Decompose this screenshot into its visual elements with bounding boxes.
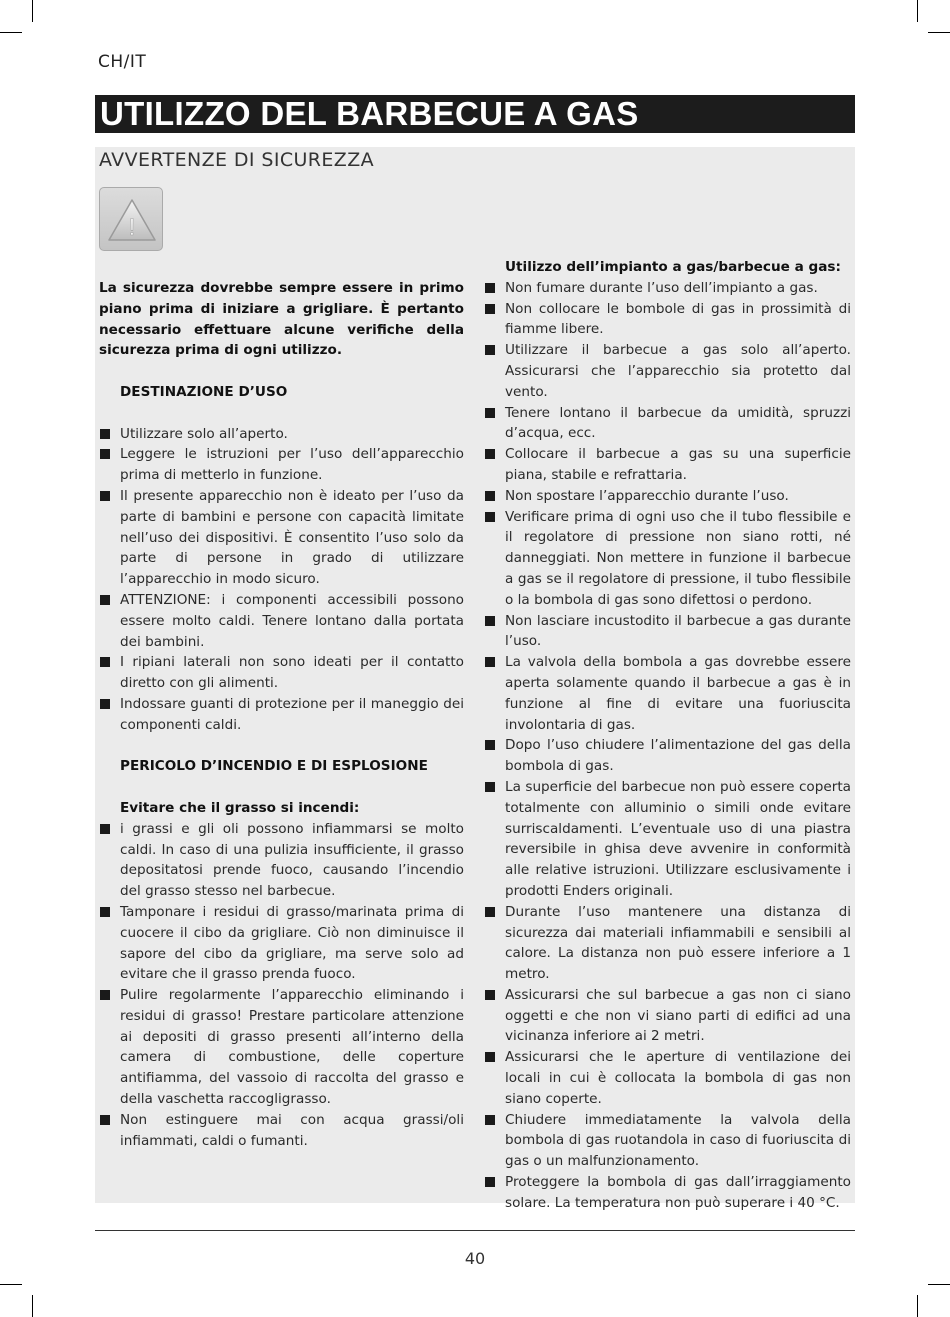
right-column xyxy=(484,257,851,1214)
crop-mark xyxy=(0,1284,22,1285)
intended-use-list xyxy=(99,424,464,736)
crop-mark xyxy=(928,32,950,33)
footer-divider xyxy=(95,1230,855,1231)
list-item: Durante l’uso mantenere una distanza di sicurezza dai materiali infiammabili e sensibili al calore. La distanza non può essere inferiore a 1 metro. xyxy=(484,902,851,985)
section-title: AVVERTENZE DI SICUREZZA xyxy=(99,149,375,171)
list-item: Utilizzare solo all’aperto. xyxy=(99,424,464,445)
list-item: Chiudere immediatamente la valvola della bombola di gas ruotandola in caso di fuoriuscita di gas o un malfunzionamento. xyxy=(484,1110,851,1172)
fire-hazard-list xyxy=(99,819,464,1152)
crop-mark xyxy=(32,1295,33,1317)
fire-hazard-heading: PERICOLO D’INCENDIO E DI ESPLOSIONE xyxy=(120,758,428,775)
list-item: Non fumare durante l’uso dell’impianto a gas. xyxy=(484,278,851,299)
list-item: i grassi e gli oli possono infiammarsi se molto caldi. In caso di una pulizia insufficiente, il grasso depositatosi prende fuoco, causando l’incendio del grasso stesso nel barbecue. xyxy=(99,819,464,902)
list-item: Non spostare l’apparecchio durante l’uso. xyxy=(484,486,851,507)
left-column xyxy=(99,278,464,1151)
list-item: I ripiani laterali non sono ideati per il contatto diretto con gli alimenti. xyxy=(99,652,464,694)
list-item: Assicurarsi che sul barbecue a gas non ci siano oggetti e che non vi siano parti di edifici ad una vicinanza inferiore ai 2 metri. xyxy=(484,985,851,1047)
list-item: Non collocare le bombole di gas in prossimità di fiamme libere. xyxy=(484,299,851,341)
country-code: CH/IT xyxy=(98,52,147,72)
list-item: La valvola della bombola a gas dovrebbe essere aperta solamente quando il barbecue a gas è in funzione al fine di evitare una fuoriuscita involontaria di gas. xyxy=(484,652,851,735)
list-item: Dopo l’uso chiudere l’alimentazione del gas della bombola di gas. xyxy=(484,735,851,777)
list-item: Collocare il barbecue a gas su una superficie piana, stabile e refrattaria. xyxy=(484,444,851,486)
list-item: Non lasciare incustodito il barbecue a gas durante l’uso. xyxy=(484,611,851,653)
list-item: Indossare guanti di protezione per il maneggio dei componenti caldi. xyxy=(99,694,464,736)
list-item: Tamponare i residui di grasso/marinata prima di cuocere il cibo da grigliare. Ciò non diminuisce il sapore del cibo da grigliare, ma serve solo ad evitare che il grasso prenda fuoco. xyxy=(99,902,464,985)
crop-mark xyxy=(928,1284,950,1285)
list-item: Il presente apparecchio non è ideato per l’uso da parte di bambini e persone con capacità limitate nell’uso dei dispositivi. È consentito l’uso solo da parte di persone in grado di utilizzare l’apparecchio in modo sicuro. xyxy=(99,486,464,590)
page-title-bar xyxy=(95,95,855,133)
crop-mark xyxy=(32,0,33,22)
svg-text:!: ! xyxy=(128,214,136,241)
gas-usage-heading: Utilizzo dell’impianto a gas/barbecue a gas: xyxy=(505,259,841,275)
intended-use-heading: DESTINAZIONE D’USO xyxy=(120,383,288,400)
list-item: Pulire regolarmente l’apparecchio eliminando i residui di grasso! Prestare particolare attenzione ai depositi di grasso presenti all’interno della camera di combustione, delle coperture antifiamma, del vassoio di raccolta del grasso e della vaschetta raccogligrasso. xyxy=(99,985,464,1110)
gas-usage-list xyxy=(484,278,851,1214)
page-number: 40 xyxy=(464,1249,486,1268)
fire-hazard-subheading: Evitare che il grasso si incendi: xyxy=(120,799,360,816)
warning-sign xyxy=(99,187,163,251)
list-item: Non estinguere mai con acqua grassi/oli infiammati, caldi o fumanti. xyxy=(99,1110,464,1152)
list-item: La superficie del barbecue non può essere coperta totalmente con alluminio o simili onde evitare surriscaldamenti. L’eventuale uso di una piastra reversibile in ghisa deve avvenire in conformità alle relative istruzioni. Utilizzare esclusivamente i prodotti Enders originali. xyxy=(484,777,851,902)
list-item: Verificare prima di ogni uso che il tubo flessibile e il regolatore di pressione non siano rotti, né danneggiati. Non mettere in funzione il barbecue a gas se il regolatore di pressione, il tubo flessibile o la bombola di gas sono difettosi o perdono. xyxy=(484,507,851,611)
crop-mark xyxy=(917,0,918,22)
intro-paragraph: La sicurezza dovrebbe sempre essere in primo piano prima di iniziare a grigliare. È pertanto necessario effettuare alcune verifiche della sicurezza prima di ogni utilizzo. xyxy=(99,280,464,359)
crop-mark xyxy=(917,1295,918,1317)
list-item: Tenere lontano il barbecue da umidità, spruzzi d’acqua, ecc. xyxy=(484,403,851,445)
list-item: Assicurarsi che le aperture di ventilazione dei locali in cui è collocata la bombola di gas non siano coperte. xyxy=(484,1047,851,1109)
page-title: UTILIZZO DEL BARBECUE A GAS xyxy=(100,95,639,132)
list-item: Leggere le istruzioni per l’uso dell’apparecchio prima di metterlo in funzione. xyxy=(99,444,464,486)
warning-triangle-icon xyxy=(104,192,160,248)
list-item: Utilizzare il barbecue a gas solo all’aperto. Assicurarsi che l’apparecchio sia protetto dal vento. xyxy=(484,340,851,402)
list-item: Proteggere la bombola di gas dall’irraggiamento solare. La temperatura non può superare i 40 °C. xyxy=(484,1172,851,1214)
safety-panel xyxy=(95,147,855,1211)
list-item: ATTENZIONE: i componenti accessibili possono essere molto caldi. Tenere lontano dalla portata dei bambini. xyxy=(99,590,464,652)
crop-mark xyxy=(0,32,22,33)
